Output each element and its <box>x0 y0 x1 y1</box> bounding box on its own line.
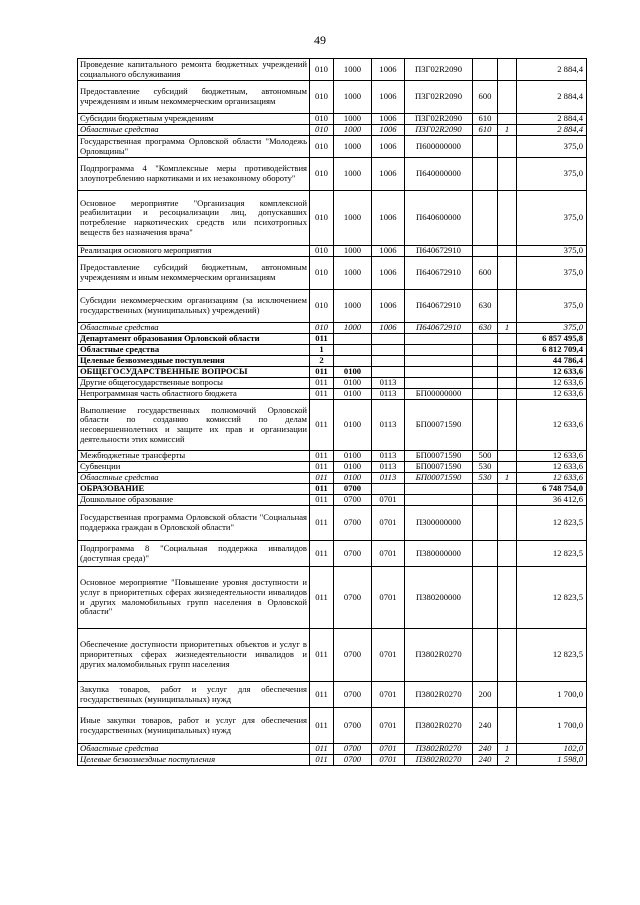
cell-expense-type: 240 <box>473 744 498 755</box>
table-row <box>78 400 587 451</box>
cell-expense-type <box>473 541 498 567</box>
cell-target-item: П3Г02R2090 <box>405 125 473 136</box>
cell-target-item: П3802R0270 <box>405 682 473 708</box>
cell-department-code: 010 <box>310 136 334 158</box>
cell-funding-source <box>498 400 517 451</box>
cell-name: Подпрограмма 4 "Комплексные меры противодействия злоупотреблению наркотиками и их незаконному обороту" <box>78 158 310 191</box>
cell-subsection <box>372 367 405 378</box>
table-row <box>78 345 587 356</box>
table-row <box>78 541 587 567</box>
cell-expense-type: 610 <box>473 125 498 136</box>
cell-department-code: 011 <box>310 541 334 567</box>
cell-department-code: 011 <box>310 567 334 629</box>
cell-department-code: 010 <box>310 290 334 323</box>
cell-expense-type: 240 <box>473 755 498 766</box>
cell-department-code: 010 <box>310 59 334 81</box>
cell-section: 0100 <box>334 400 372 451</box>
cell-expense-type <box>473 400 498 451</box>
cell-name: Предоставление субсидий бюджетным, автономным учреждениям и иным некоммерческим организациям <box>78 257 310 290</box>
table-row <box>78 191 587 246</box>
table-row <box>78 495 587 506</box>
cell-funding-source: 2 <box>498 755 517 766</box>
cell-target-item: БП00071590 <box>405 451 473 462</box>
cell-section: 1000 <box>334 290 372 323</box>
cell-section: 0700 <box>334 755 372 766</box>
cell-expense-type: 630 <box>473 323 498 334</box>
cell-name: Государственная программа Орловской области "Молодежь Орловщины" <box>78 136 310 158</box>
cell-funding-source <box>498 708 517 744</box>
cell-amount: 375,0 <box>517 290 587 323</box>
cell-name: Департамент образования Орловской области <box>78 334 310 345</box>
table-row <box>78 567 587 629</box>
cell-amount: 375,0 <box>517 158 587 191</box>
cell-amount: 12 633,6 <box>517 367 587 378</box>
cell-amount: 44 786,4 <box>517 356 587 367</box>
cell-funding-source <box>498 246 517 257</box>
cell-department-code: 011 <box>310 495 334 506</box>
cell-department-code: 011 <box>310 400 334 451</box>
cell-section: 0700 <box>334 484 372 495</box>
cell-target-item: П600000000 <box>405 136 473 158</box>
cell-target-item <box>405 356 473 367</box>
cell-subsection: 1006 <box>372 114 405 125</box>
cell-funding-source: 1 <box>498 744 517 755</box>
cell-funding-source: 1 <box>498 125 517 136</box>
cell-amount: 1 700,0 <box>517 708 587 744</box>
cell-funding-source <box>498 290 517 323</box>
cell-target-item: П3802R0270 <box>405 708 473 744</box>
cell-amount: 12 633,6 <box>517 473 587 484</box>
cell-amount: 2 884,4 <box>517 81 587 114</box>
cell-department-code: 011 <box>310 484 334 495</box>
cell-amount: 1 700,0 <box>517 682 587 708</box>
cell-section: 0700 <box>334 629 372 682</box>
table-row <box>78 378 587 389</box>
cell-section: 1000 <box>334 81 372 114</box>
cell-expense-type <box>473 389 498 400</box>
cell-expense-type <box>473 484 498 495</box>
cell-amount: 2 884,4 <box>517 125 587 136</box>
cell-name: Областные средства <box>78 473 310 484</box>
cell-subsection: 1006 <box>372 191 405 246</box>
cell-name: Целевые безвозмездные поступления <box>78 356 310 367</box>
cell-subsection <box>372 345 405 356</box>
cell-funding-source <box>498 567 517 629</box>
cell-amount: 375,0 <box>517 191 587 246</box>
cell-department-code: 011 <box>310 744 334 755</box>
cell-subsection <box>372 356 405 367</box>
cell-section: 0700 <box>334 682 372 708</box>
cell-name: Предоставление субсидий бюджетным, автономным учреждениям и иным некоммерческим организациям <box>78 81 310 114</box>
cell-funding-source <box>498 191 517 246</box>
cell-expense-type <box>473 191 498 246</box>
cell-amount: 1 598,0 <box>517 755 587 766</box>
table-row <box>78 755 587 766</box>
cell-target-item: П380000000 <box>405 541 473 567</box>
cell-funding-source <box>498 682 517 708</box>
cell-amount: 12 633,6 <box>517 389 587 400</box>
cell-subsection <box>372 334 405 345</box>
cell-amount: 12 823,5 <box>517 506 587 541</box>
cell-subsection: 1006 <box>372 323 405 334</box>
cell-subsection: 0701 <box>372 755 405 766</box>
cell-section: 0100 <box>334 462 372 473</box>
table-row <box>78 629 587 682</box>
cell-funding-source <box>498 114 517 125</box>
cell-name: Областные средства <box>78 125 310 136</box>
cell-department-code: 011 <box>310 462 334 473</box>
cell-amount: 12 823,5 <box>517 629 587 682</box>
cell-name: Другие общегосударственные вопросы <box>78 378 310 389</box>
cell-subsection <box>372 484 405 495</box>
cell-expense-type <box>473 136 498 158</box>
cell-name: Межбюджетные трансферты <box>78 451 310 462</box>
cell-name: Реализация основного мероприятия <box>78 246 310 257</box>
cell-expense-type: 500 <box>473 451 498 462</box>
cell-expense-type <box>473 334 498 345</box>
cell-department-code: 011 <box>310 367 334 378</box>
cell-name: Основное мероприятие "Повышение уровня доступности и услуг в приоритетных сферах жизнедеятельности инвалидов и других маломобильных групп населения в Орловской области" <box>78 567 310 629</box>
cell-section: 0700 <box>334 541 372 567</box>
cell-department-code: 011 <box>310 389 334 400</box>
table-row <box>78 59 587 81</box>
table-row <box>78 257 587 290</box>
cell-subsection: 0701 <box>372 495 405 506</box>
cell-amount: 12 633,6 <box>517 400 587 451</box>
cell-department-code: 011 <box>310 629 334 682</box>
cell-section: 1000 <box>334 125 372 136</box>
cell-target-item: БП00071590 <box>405 400 473 451</box>
cell-amount: 12 633,6 <box>517 462 587 473</box>
cell-amount: 375,0 <box>517 246 587 257</box>
cell-amount: 36 412,6 <box>517 495 587 506</box>
cell-subsection: 1006 <box>372 125 405 136</box>
cell-department-code: 010 <box>310 158 334 191</box>
cell-name: Субсидии бюджетным учреждениям <box>78 114 310 125</box>
cell-department-code: 011 <box>310 755 334 766</box>
table-row <box>78 367 587 378</box>
cell-amount: 6 812 709,4 <box>517 345 587 356</box>
cell-section: 1000 <box>334 191 372 246</box>
cell-funding-source <box>498 462 517 473</box>
cell-funding-source <box>498 495 517 506</box>
cell-target-item: БП00071590 <box>405 462 473 473</box>
cell-department-code: 011 <box>310 451 334 462</box>
cell-section <box>334 345 372 356</box>
cell-funding-source <box>498 629 517 682</box>
cell-name: Непрограммная часть областного бюджета <box>78 389 310 400</box>
cell-name: ОБЩЕГОСУДАРСТВЕННЫЕ ВОПРОСЫ <box>78 367 310 378</box>
cell-amount: 2 884,4 <box>517 59 587 81</box>
cell-expense-type <box>473 345 498 356</box>
cell-expense-type: 610 <box>473 114 498 125</box>
cell-name: Иные закупки товаров, работ и услуг для обеспечения государственных (муниципальных) нужд <box>78 708 310 744</box>
cell-subsection: 1006 <box>372 136 405 158</box>
cell-section: 1000 <box>334 323 372 334</box>
table-row <box>78 323 587 334</box>
cell-subsection: 1006 <box>372 246 405 257</box>
cell-target-item: П3802R0270 <box>405 744 473 755</box>
table-row <box>78 708 587 744</box>
cell-funding-source <box>498 334 517 345</box>
cell-subsection: 0701 <box>372 682 405 708</box>
page-number: 49 <box>314 33 326 47</box>
cell-department-code: 1 <box>310 345 334 356</box>
cell-department-code: 010 <box>310 125 334 136</box>
cell-department-code: 010 <box>310 323 334 334</box>
cell-subsection: 0701 <box>372 541 405 567</box>
cell-name: Областные средства <box>78 744 310 755</box>
cell-name: Проведение капитального ремонта бюджетных учреждений социального обслуживания <box>78 59 310 81</box>
cell-subsection: 1006 <box>372 158 405 191</box>
cell-funding-source <box>498 81 517 114</box>
table-row <box>78 125 587 136</box>
cell-name: ОБРАЗОВАНИЕ <box>78 484 310 495</box>
cell-name: Субсидии некоммерческим организациям (за исключением государственных (муниципальных) учреждений) <box>78 290 310 323</box>
table-row <box>78 334 587 345</box>
cell-name: Государственная программа Орловской области "Социальная поддержка граждан в Орловской области" <box>78 506 310 541</box>
cell-section: 0700 <box>334 506 372 541</box>
cell-funding-source <box>498 257 517 290</box>
cell-section: 0700 <box>334 744 372 755</box>
cell-subsection: 0113 <box>372 389 405 400</box>
cell-department-code: 011 <box>310 506 334 541</box>
cell-department-code: 011 <box>310 378 334 389</box>
cell-section: 1000 <box>334 158 372 191</box>
table-row <box>78 136 587 158</box>
cell-subsection: 0113 <box>372 451 405 462</box>
cell-funding-source: 1 <box>498 473 517 484</box>
cell-expense-type: 600 <box>473 257 498 290</box>
cell-name: Областные средства <box>78 323 310 334</box>
cell-department-code: 011 <box>310 334 334 345</box>
cell-target-item: П3802R0270 <box>405 629 473 682</box>
table-row <box>78 356 587 367</box>
cell-funding-source <box>498 345 517 356</box>
cell-expense-type <box>473 506 498 541</box>
cell-target-item: П640672910 <box>405 323 473 334</box>
cell-name: Закупка товаров, работ и услуг для обеспечения государственных (муниципальных) нужд <box>78 682 310 708</box>
budget-table <box>77 58 587 766</box>
cell-name: Основное мероприятие "Организация комплексной реабилитации и ресоциализации лиц, допускавших потребление наркотических средств или психотропных веществ без назначения врача" <box>78 191 310 246</box>
table-row <box>78 484 587 495</box>
cell-amount: 375,0 <box>517 323 587 334</box>
cell-name: Дошкольное образование <box>78 495 310 506</box>
cell-subsection: 0113 <box>372 462 405 473</box>
cell-target-item: П3802R0270 <box>405 755 473 766</box>
cell-target-item: П640672910 <box>405 246 473 257</box>
cell-department-code: 010 <box>310 81 334 114</box>
cell-funding-source <box>498 378 517 389</box>
cell-expense-type <box>473 495 498 506</box>
cell-subsection: 1006 <box>372 59 405 81</box>
cell-amount: 102,0 <box>517 744 587 755</box>
cell-section: 0100 <box>334 451 372 462</box>
cell-target-item: БП00071590 <box>405 473 473 484</box>
cell-expense-type: 630 <box>473 290 498 323</box>
cell-funding-source <box>498 451 517 462</box>
cell-target-item: П640000000 <box>405 158 473 191</box>
cell-expense-type <box>473 378 498 389</box>
cell-subsection: 0701 <box>372 567 405 629</box>
table-row <box>78 451 587 462</box>
cell-section <box>334 334 372 345</box>
cell-amount: 6 857 495,8 <box>517 334 587 345</box>
cell-subsection: 0701 <box>372 708 405 744</box>
cell-name: Обеспечение доступности приоритетных объектов и услуг в приоритетных сферах жизнедеятельности инвалидов и других маломобильных групп населения <box>78 629 310 682</box>
cell-target-item: П640672910 <box>405 290 473 323</box>
cell-target-item: П300000000 <box>405 506 473 541</box>
cell-target-item: П3Г02R2090 <box>405 114 473 125</box>
cell-department-code: 2 <box>310 356 334 367</box>
cell-target-item: П3Г02R2090 <box>405 81 473 114</box>
cell-section: 0700 <box>334 495 372 506</box>
cell-department-code: 010 <box>310 246 334 257</box>
table-row <box>78 682 587 708</box>
cell-funding-source <box>498 367 517 378</box>
table-row <box>78 462 587 473</box>
cell-section: 0100 <box>334 389 372 400</box>
table-row <box>78 114 587 125</box>
cell-funding-source <box>498 484 517 495</box>
cell-department-code: 010 <box>310 257 334 290</box>
cell-section: 0700 <box>334 567 372 629</box>
cell-expense-type: 240 <box>473 708 498 744</box>
cell-funding-source <box>498 136 517 158</box>
cell-expense-type: 200 <box>473 682 498 708</box>
cell-target-item: П640600000 <box>405 191 473 246</box>
cell-amount: 375,0 <box>517 136 587 158</box>
cell-target-item <box>405 345 473 356</box>
cell-target-item: П3Г02R2090 <box>405 59 473 81</box>
cell-subsection: 0701 <box>372 506 405 541</box>
cell-section: 0100 <box>334 473 372 484</box>
cell-subsection: 0113 <box>372 378 405 389</box>
cell-expense-type <box>473 629 498 682</box>
cell-name: Субвенции <box>78 462 310 473</box>
cell-funding-source <box>498 506 517 541</box>
cell-expense-type: 600 <box>473 81 498 114</box>
cell-amount: 6 748 754,0 <box>517 484 587 495</box>
cell-expense-type <box>473 356 498 367</box>
cell-target-item <box>405 367 473 378</box>
cell-department-code: 011 <box>310 473 334 484</box>
table-row <box>78 506 587 541</box>
cell-section: 0100 <box>334 367 372 378</box>
table-row <box>78 81 587 114</box>
cell-name: Целевые безвозмездные поступления <box>78 755 310 766</box>
cell-subsection: 0113 <box>372 400 405 451</box>
cell-subsection: 1006 <box>372 81 405 114</box>
cell-subsection: 1006 <box>372 257 405 290</box>
cell-section: 1000 <box>334 246 372 257</box>
cell-department-code: 010 <box>310 114 334 125</box>
cell-expense-type: 530 <box>473 473 498 484</box>
cell-department-code: 010 <box>310 191 334 246</box>
cell-section <box>334 356 372 367</box>
cell-department-code: 011 <box>310 708 334 744</box>
cell-subsection: 1006 <box>372 290 405 323</box>
cell-subsection: 0701 <box>372 629 405 682</box>
cell-name: Областные средства <box>78 345 310 356</box>
cell-amount: 12 633,6 <box>517 451 587 462</box>
cell-section: 0700 <box>334 708 372 744</box>
table-row <box>78 389 587 400</box>
table-row <box>78 290 587 323</box>
cell-name: Подпрограмма 8 "Социальная поддержка инвалидов (доступная среда)" <box>78 541 310 567</box>
cell-expense-type <box>473 367 498 378</box>
cell-funding-source: 1 <box>498 323 517 334</box>
cell-subsection: 0113 <box>372 473 405 484</box>
table-row <box>78 246 587 257</box>
cell-department-code: 011 <box>310 682 334 708</box>
table-row <box>78 473 587 484</box>
cell-funding-source <box>498 59 517 81</box>
budget-table-body <box>78 59 587 766</box>
cell-section: 1000 <box>334 136 372 158</box>
cell-funding-source <box>498 389 517 400</box>
cell-target-item <box>405 378 473 389</box>
cell-amount: 12 823,5 <box>517 541 587 567</box>
cell-name: Выполнение государственных полномочий Орловской области по созданию комиссий по делам несовершеннолетних и защите их прав и организации деятельности этих комиссий <box>78 400 310 451</box>
cell-funding-source <box>498 158 517 191</box>
cell-amount: 12 633,6 <box>517 378 587 389</box>
cell-target-item <box>405 334 473 345</box>
cell-section: 1000 <box>334 114 372 125</box>
table-row <box>78 744 587 755</box>
cell-amount: 375,0 <box>517 257 587 290</box>
cell-target-item <box>405 484 473 495</box>
cell-expense-type <box>473 158 498 191</box>
cell-target-item: П380200000 <box>405 567 473 629</box>
cell-target-item: БП00000000 <box>405 389 473 400</box>
cell-target-item <box>405 495 473 506</box>
table-row <box>78 158 587 191</box>
cell-funding-source <box>498 541 517 567</box>
cell-amount: 12 823,5 <box>517 567 587 629</box>
cell-expense-type <box>473 59 498 81</box>
cell-section: 1000 <box>334 257 372 290</box>
cell-amount: 2 884,4 <box>517 114 587 125</box>
cell-section: 0100 <box>334 378 372 389</box>
cell-funding-source <box>498 356 517 367</box>
cell-subsection: 0701 <box>372 744 405 755</box>
cell-target-item: П640672910 <box>405 257 473 290</box>
cell-expense-type <box>473 567 498 629</box>
cell-expense-type <box>473 246 498 257</box>
cell-expense-type: 530 <box>473 462 498 473</box>
cell-section: 1000 <box>334 59 372 81</box>
